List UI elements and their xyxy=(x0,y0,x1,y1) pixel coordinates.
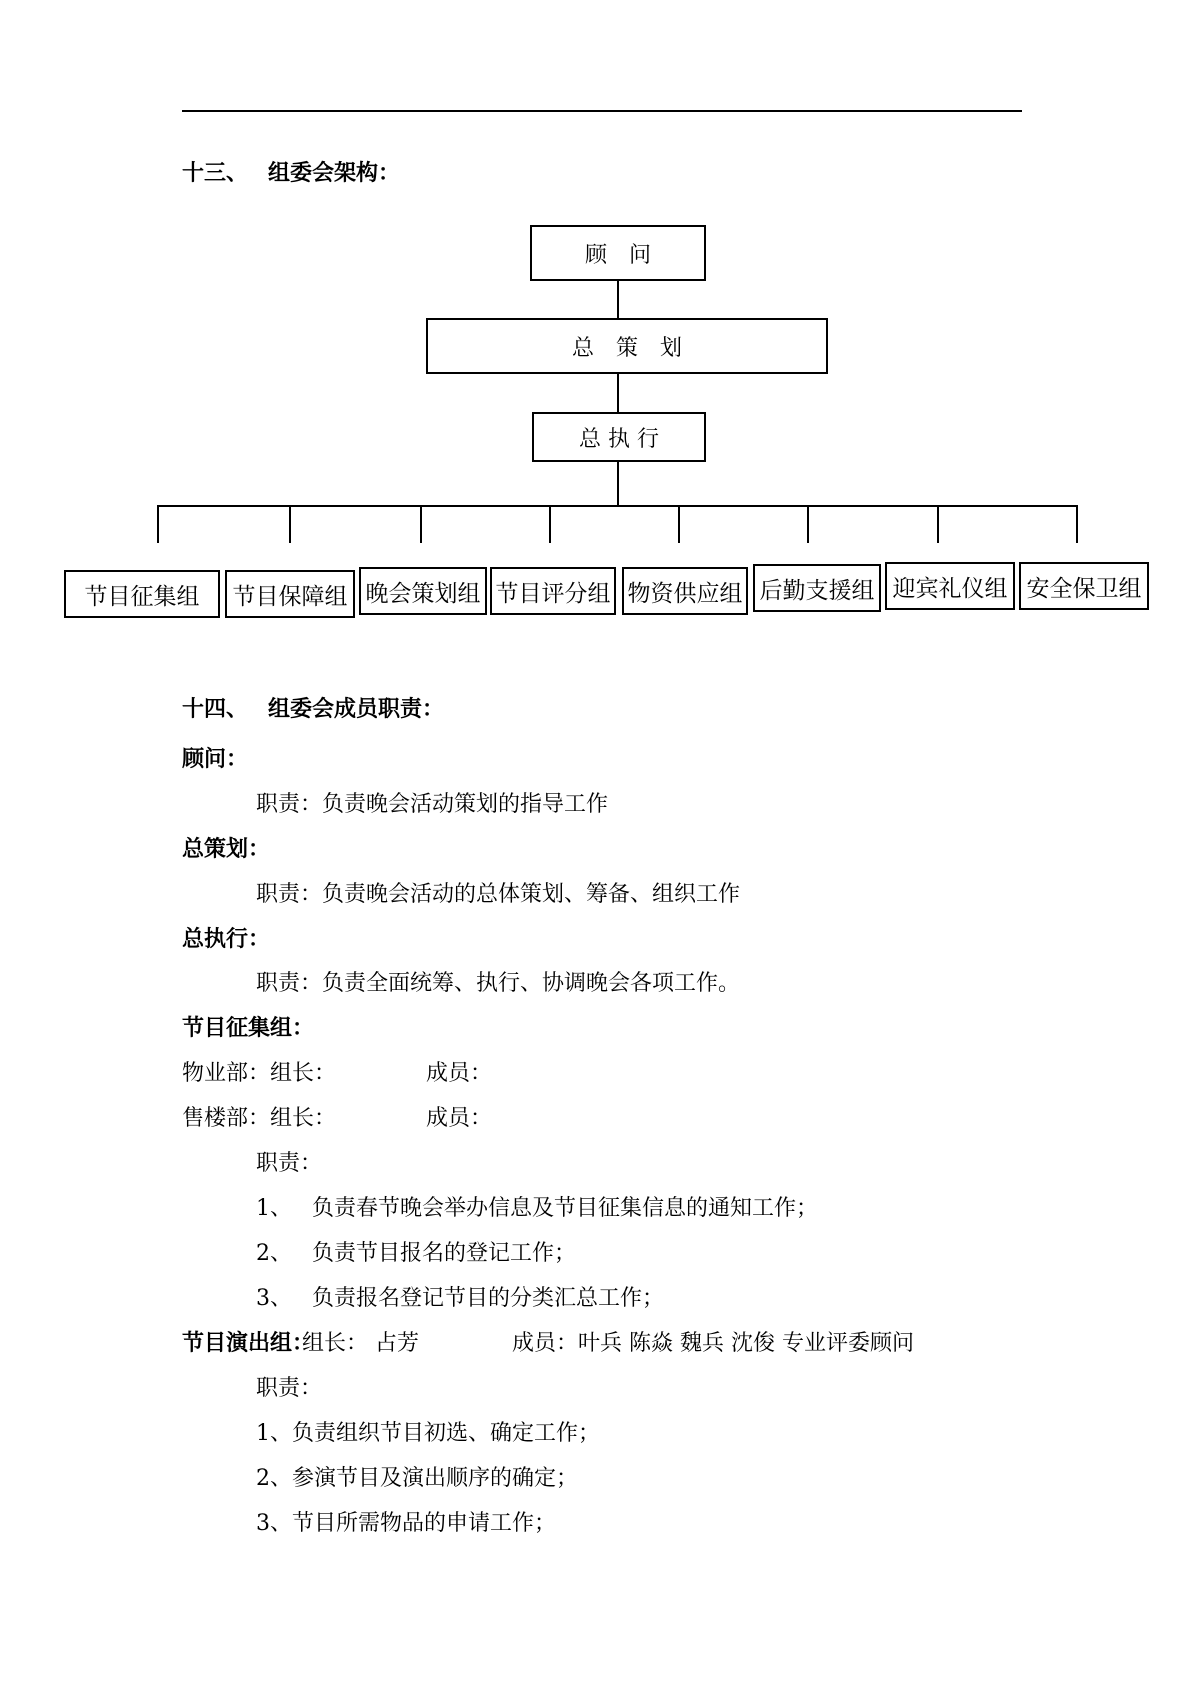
collection-item-text: 负责春节晚会举办信息及节目征集信息的通知工作； xyxy=(312,1196,819,1221)
collection-row1-members: 成员： xyxy=(426,1061,493,1086)
collection-item-text: 负责节目报名的登记工作； xyxy=(312,1241,577,1266)
connector-executor-bus xyxy=(617,462,619,506)
org-group-node: 节目保障组 xyxy=(225,570,355,618)
org-node-advisor: 顾 问 xyxy=(530,225,706,281)
section-13-number: 十三、 xyxy=(182,161,249,186)
connector-planner-executor xyxy=(617,374,619,412)
header-rule xyxy=(182,110,1022,112)
performance-item: 2、参演节目及演出顺序的确定； xyxy=(256,1466,578,1491)
connector-group-7 xyxy=(937,505,939,543)
org-group-node: 后勤支援组 xyxy=(753,564,881,612)
connector-group-5 xyxy=(678,505,680,543)
role-heading-chief-planner: 总策划： xyxy=(182,837,271,862)
collection-row2-dept: 售楼部：组长： xyxy=(182,1106,337,1131)
org-node-chief-executor: 总 执 行 xyxy=(532,412,706,462)
performance-leader: 组长： 占芳 xyxy=(302,1331,419,1356)
role-duty-chief-planner: 职责：负责晚会活动的总体策划、筹备、组织工作 xyxy=(256,882,741,907)
org-group-node: 晚会策划组 xyxy=(359,567,487,615)
org-group-node: 节目征集组 xyxy=(64,570,220,618)
section-14-title: 组委会成员职责： xyxy=(268,697,445,722)
performance-item: 1、负责组织节目初选、确定工作； xyxy=(256,1421,600,1446)
connector-group-4 xyxy=(549,505,551,543)
role-duty-chief-executor: 职责：负责全面统筹、执行、协调晚会各项工作。 xyxy=(256,971,741,996)
role-heading-advisor: 顾问： xyxy=(182,747,249,772)
org-node-chief-planner: 总 策 划 xyxy=(426,318,828,374)
connector-group-3 xyxy=(420,505,422,543)
connector-advisor-planner xyxy=(617,281,619,319)
performance-duty-label: 职责： xyxy=(256,1376,323,1401)
connector-group-8 xyxy=(1076,505,1078,543)
connector-group-6 xyxy=(807,505,809,543)
collection-item-number: 3、 xyxy=(256,1286,292,1311)
role-heading-collection-group: 节目征集组： xyxy=(182,1016,315,1041)
org-bus-line xyxy=(157,505,1077,507)
org-group-node: 迎宾礼仪组 xyxy=(885,562,1015,610)
role-heading-performance-group: 节目演出组： xyxy=(182,1331,315,1356)
performance-members: 成员：叶兵 陈焱 魏兵 沈俊 专业评委顾问 xyxy=(512,1331,914,1356)
collection-row2-members: 成员： xyxy=(426,1106,493,1131)
collection-row1-dept: 物业部：组长： xyxy=(182,1061,337,1086)
collection-item-number: 1、 xyxy=(256,1196,292,1221)
org-group-node: 安全保卫组 xyxy=(1019,562,1149,610)
collection-item-text: 负责报名登记节目的分类汇总工作； xyxy=(312,1286,665,1311)
collection-item-number: 2、 xyxy=(256,1241,292,1266)
org-group-node: 节目评分组 xyxy=(490,567,616,615)
section-13-title: 组委会架构： xyxy=(268,161,401,186)
connector-group-2 xyxy=(289,505,291,543)
collection-duty-label: 职责： xyxy=(256,1151,323,1176)
role-heading-chief-executor: 总执行： xyxy=(182,927,271,952)
performance-item: 3、节目所需物品的申请工作； xyxy=(256,1511,556,1536)
role-duty-advisor: 职责：负责晚会活动策划的指导工作 xyxy=(256,792,609,817)
section-14-number: 十四、 xyxy=(182,697,249,722)
org-group-node: 物资供应组 xyxy=(622,567,748,615)
connector-group-1 xyxy=(157,505,159,543)
